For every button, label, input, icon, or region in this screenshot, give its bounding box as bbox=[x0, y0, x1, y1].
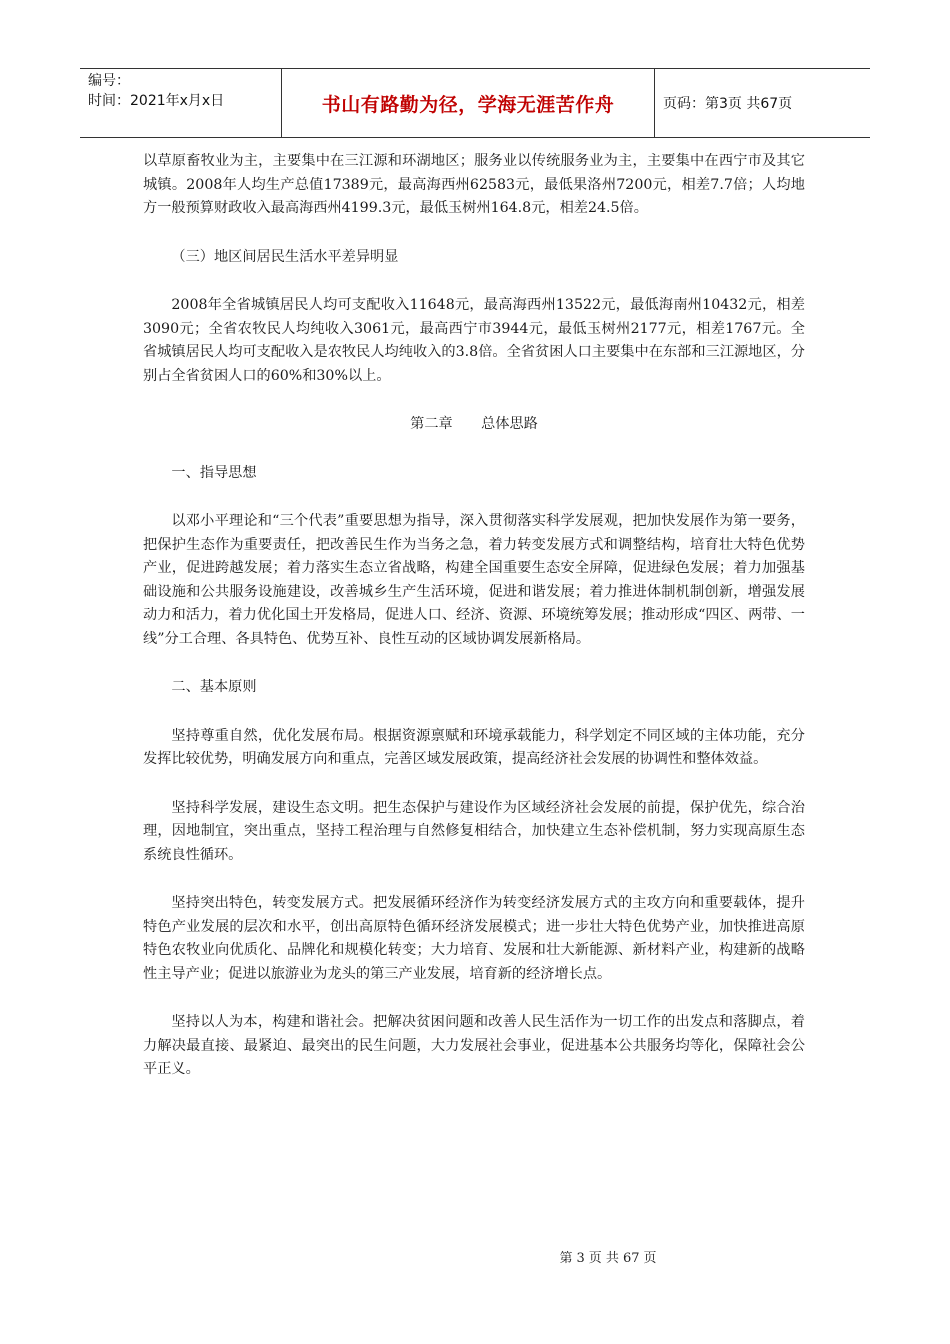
paragraph: 以邓小平理论和“三个代表”重要思想为指导，深入贯彻落实科学发展观，把加快发展作为第一要务，把保护生态作为重要责任，把改善民生作为当务之急，着力转变发展方式和调整结构，培育壮大特色优势产业，促进跨越发展；着力落实生态立省战略，构建全国重要生态安全屏障，促进绿色发展；着力加强基础设施和公共服务设施建设，改善城乡生产生活环境，促进和谐发展；着力推进体制机制创新，增强发展动力和活力，着力优化国土开发格局，促进人口、经济、资源、环境统筹发展；推动形成“四区、两带、一线”分工合理、各具特色、优势互补、良性互动的区域协调发展新格局。 bbox=[143, 513, 805, 647]
page-header bbox=[80, 68, 870, 138]
paragraph: 2008年全省城镇居民人均可支配收入11648元，最高海西州13522元，最低海南州10432元，相差3090元；全省农牧民人均纯收入3061元，最高西宁市3944元，最低玉树州2177元，相差1767元。全省城镇居民人均可支配收入是农牧民人均纯收入的3.8倍。全省贫困人口主要集中在东部和三江源地区，分别占全省贫困人口的60%和30%以上。 bbox=[143, 297, 805, 384]
paragraph: 坚持突出特色，转变发展方式。把发展循环经济作为转变经济发展方式的主攻方向和重要载体，提升特色产业发展的层次和水平，创出高原特色循环经济发展模式；进一步壮大特色优势产业，加快推进高原特色农牧业向优质化、品牌化和规模化转变；大力培育、发展和壮大新能源、新材料产业，构建新的战略性主导产业；促进以旅游业为龙头的第三产业发展，培育新的经济增长点。 bbox=[143, 895, 805, 982]
section-heading: （三）地区间居民生活水平差异明显 bbox=[171, 248, 399, 265]
document-number: 编号： bbox=[88, 73, 130, 89]
header-meta bbox=[80, 69, 282, 137]
footer-mid: 页 共 bbox=[588, 1251, 619, 1266]
footer-page-total: 67 bbox=[622, 1251, 640, 1266]
header-motto: 书山有路勤为径，学海无涯苦作舟 bbox=[282, 69, 655, 137]
section-heading: 二、基本原则 bbox=[171, 679, 257, 695]
document-date: 时间：2021年x月x日 bbox=[88, 93, 225, 109]
chapter-number: 第二章 bbox=[410, 416, 453, 432]
footer-page-num: 3 bbox=[576, 1251, 585, 1266]
chapter-heading bbox=[143, 413, 805, 437]
footer-prefix: 第 bbox=[559, 1251, 573, 1266]
section-heading: 一、指导思想 bbox=[171, 464, 257, 481]
paragraph: 以草原畜牧业为主，主要集中在三江源和环湖地区；服务业以传统服务业为主，主要集中在西宁市及其它城镇。2008年人均生产总值17389元，最高海西州62583元，最低果洛州7200元，相差7.7倍；人均地方一般预算财政收入最高海西州4199.3元，最低玉树州164.8元，相差24.5倍。 bbox=[143, 153, 805, 216]
document-body bbox=[143, 150, 805, 1082]
chapter-title: 总体思路 bbox=[481, 416, 538, 432]
page-footer bbox=[0, 1247, 950, 1266]
paragraph: 坚持尊重自然，优化发展布局。根据资源禀赋和环境承载能力，科学划定不同区域的主体功能，充分发挥比较优势，明确发展方向和重点，完善区域发展政策，提高经济社会发展的协调性和整体效益。 bbox=[143, 727, 805, 767]
paragraph: 坚持以人为本，构建和谐社会。把解决贫困问题和改善人民生活作为一切工作的出发点和落脚点，着力解决最直接、最紧迫、最突出的民生问题，大力发展社会事业，促进基本公共服务均等化，保障社会公平正义。 bbox=[143, 1014, 805, 1077]
header-page-number: 页码：第3页 共67页 bbox=[663, 96, 793, 112]
footer-suffix: 页 bbox=[643, 1251, 657, 1266]
paragraph: 坚持科学发展，建设生态文明。把生态保护与建设作为区域经济社会发展的前提，保护优先，综合治理，因地制宜，突出重点，坚持工程治理与自然修复相结合，加快建立生态补偿机制，努力实现高原生态系统良性循环。 bbox=[143, 799, 805, 863]
